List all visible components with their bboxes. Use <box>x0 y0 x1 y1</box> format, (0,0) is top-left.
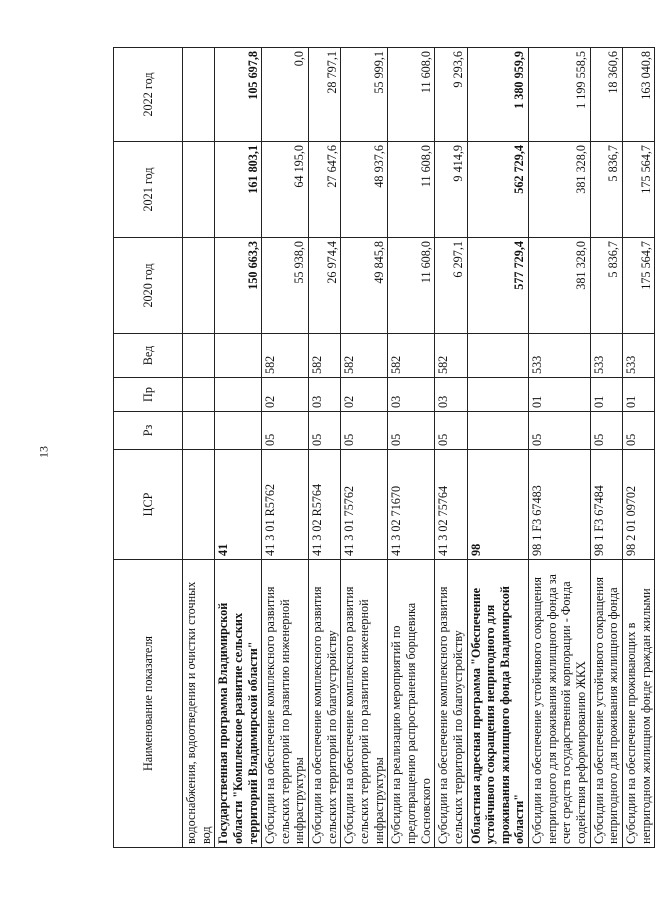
cell-2021: 175 564,7 <box>622 142 654 238</box>
table-row <box>622 48 654 848</box>
header-ved: Вед <box>114 334 183 378</box>
cell-2020: 11 608,0 <box>388 238 435 334</box>
cell-2021: 381 328,0 <box>529 142 591 238</box>
cell-2021: 9 414,9 <box>435 142 467 238</box>
header-name: Наименование показателя <box>114 560 183 848</box>
cell-2021: 5 836,7 <box>590 142 622 238</box>
table-row <box>262 48 309 848</box>
cell-2022: 163 040,8 <box>622 48 654 142</box>
table-row <box>183 48 215 848</box>
cell-csr: 41 3 02 71670 <box>388 450 435 560</box>
cell-2022: 105 697,8 <box>215 48 262 142</box>
cell-name: Областная адресная программа "Обеспечение устойчивого сокращения непригодного для проживания жилищного фонда Владимирской области" <box>467 560 529 848</box>
cell-ved: 582 <box>341 334 388 378</box>
cell-2020 <box>183 238 215 334</box>
table-header-row <box>114 48 183 848</box>
cell-ved: 582 <box>262 334 309 378</box>
cell-2022: 0,0 <box>262 48 309 142</box>
cell-csr: 98 1 F3 67484 <box>590 450 622 560</box>
cell-pr: 01 <box>590 378 622 412</box>
cell-name: Субсидии на обеспечение проживающих в непригодном жилищном фонде граждан жилыми <box>622 560 654 848</box>
table-row <box>309 48 341 848</box>
page-number: 13 <box>36 446 51 458</box>
cell-csr: 98 2 01 09702 <box>622 450 654 560</box>
header-pr: Пр <box>114 378 183 412</box>
cell-2020: 577 729,4 <box>467 238 529 334</box>
cell-name: Государственная программа Владимирской области "Комплексное развитие сельских территорий Владимирской области" <box>215 560 262 848</box>
cell-name: Субсидии на обеспечение комплексного развития сельских территорий по благоустройству <box>309 560 341 848</box>
cell-2020: 5 836,7 <box>590 238 622 334</box>
cell-pr: 03 <box>388 378 435 412</box>
table-row <box>215 48 262 848</box>
cell-pr: 01 <box>529 378 591 412</box>
cell-2022: 55 999,1 <box>341 48 388 142</box>
header-2020: 2020 год <box>114 238 183 334</box>
cell-csr: 41 3 02 75764 <box>435 450 467 560</box>
cell-name: Субсидии на обеспечение устойчивого сокращения непригодного для проживания жилищного фонда за счет средств государственной корпорации - Фонда содействия реформированию ЖКХ <box>529 560 591 848</box>
header-rz: Рз <box>114 412 183 450</box>
cell-ved: 582 <box>309 334 341 378</box>
cell-ved: 533 <box>529 334 591 378</box>
cell-name: водоснабжения, водоотведения и очистки сточных вод <box>183 560 215 848</box>
header-2022: 2022 год <box>114 48 183 142</box>
table-body <box>183 48 655 848</box>
cell-pr: 03 <box>435 378 467 412</box>
cell-name: Субсидии на обеспечение комплексного развития сельских территорий по благоустройству <box>435 560 467 848</box>
cell-2020: 49 845,8 <box>341 238 388 334</box>
cell-csr: 98 <box>467 450 529 560</box>
cell-pr <box>215 378 262 412</box>
table-row <box>435 48 467 848</box>
cell-2022: 9 293,6 <box>435 48 467 142</box>
cell-ved: 582 <box>435 334 467 378</box>
cell-rz: 05 <box>622 412 654 450</box>
cell-2021: 161 803,1 <box>215 142 262 238</box>
cell-pr: 01 <box>622 378 654 412</box>
cell-ved: 533 <box>622 334 654 378</box>
cell-2021: 48 937,6 <box>341 142 388 238</box>
cell-2022: 28 797,1 <box>309 48 341 142</box>
cell-csr: 41 3 01 R5762 <box>262 450 309 560</box>
cell-2021: 11 608,0 <box>388 142 435 238</box>
table-row <box>467 48 529 848</box>
table-row <box>529 48 591 848</box>
cell-2022: 18 360,6 <box>590 48 622 142</box>
cell-2022: 11 608,0 <box>388 48 435 142</box>
cell-name: Субсидии на обеспечение комплексного развития сельских территорий по развитию инженерной инфраструктуры <box>262 560 309 848</box>
cell-rz <box>467 412 529 450</box>
cell-2021: 562 729,4 <box>467 142 529 238</box>
cell-pr: 02 <box>262 378 309 412</box>
budget-table <box>113 47 655 848</box>
header-csr: ЦСР <box>114 450 183 560</box>
cell-csr: 41 3 01 75762 <box>341 450 388 560</box>
cell-csr <box>183 450 215 560</box>
cell-2020: 6 297,1 <box>435 238 467 334</box>
cell-2022 <box>183 48 215 142</box>
cell-pr: 02 <box>341 378 388 412</box>
cell-2020: 55 938,0 <box>262 238 309 334</box>
cell-rz: 05 <box>590 412 622 450</box>
cell-2020: 175 564,7 <box>622 238 654 334</box>
cell-2020: 150 663,3 <box>215 238 262 334</box>
cell-pr <box>467 378 529 412</box>
table-row <box>388 48 435 848</box>
cell-rz: 05 <box>435 412 467 450</box>
cell-2021: 64 195,0 <box>262 142 309 238</box>
cell-pr <box>183 378 215 412</box>
cell-ved <box>467 334 529 378</box>
cell-2022: 1 199 558,5 <box>529 48 591 142</box>
cell-rz: 05 <box>262 412 309 450</box>
cell-2020: 381 328,0 <box>529 238 591 334</box>
cell-ved <box>215 334 262 378</box>
cell-ved <box>183 334 215 378</box>
rotated-page-content <box>113 48 653 848</box>
cell-rz: 05 <box>341 412 388 450</box>
cell-2021 <box>183 142 215 238</box>
cell-ved: 533 <box>590 334 622 378</box>
table-row <box>341 48 388 848</box>
cell-ved: 582 <box>388 334 435 378</box>
cell-csr: 98 1 F3 67483 <box>529 450 591 560</box>
cell-rz: 05 <box>529 412 591 450</box>
cell-2021: 27 647,6 <box>309 142 341 238</box>
header-2021: 2021 год <box>114 142 183 238</box>
cell-rz: 05 <box>388 412 435 450</box>
cell-rz: 05 <box>309 412 341 450</box>
cell-2020: 26 974,4 <box>309 238 341 334</box>
cell-pr: 03 <box>309 378 341 412</box>
cell-rz <box>183 412 215 450</box>
cell-2022: 1 380 959,9 <box>467 48 529 142</box>
cell-rz <box>215 412 262 450</box>
cell-name: Субсидии на обеспечение устойчивого сокращения непригодного для проживания жилищного фонда <box>590 560 622 848</box>
table-row <box>590 48 622 848</box>
cell-name: Субсидии на обеспечение комплексного развития сельских территорий по развитию инженерной инфраструктуры <box>341 560 388 848</box>
cell-csr: 41 3 02 R5764 <box>309 450 341 560</box>
cell-name: Субсидии на реализацию мероприятий по предотвращению распространения борщевика Сосновского <box>388 560 435 848</box>
cell-csr: 41 <box>215 450 262 560</box>
